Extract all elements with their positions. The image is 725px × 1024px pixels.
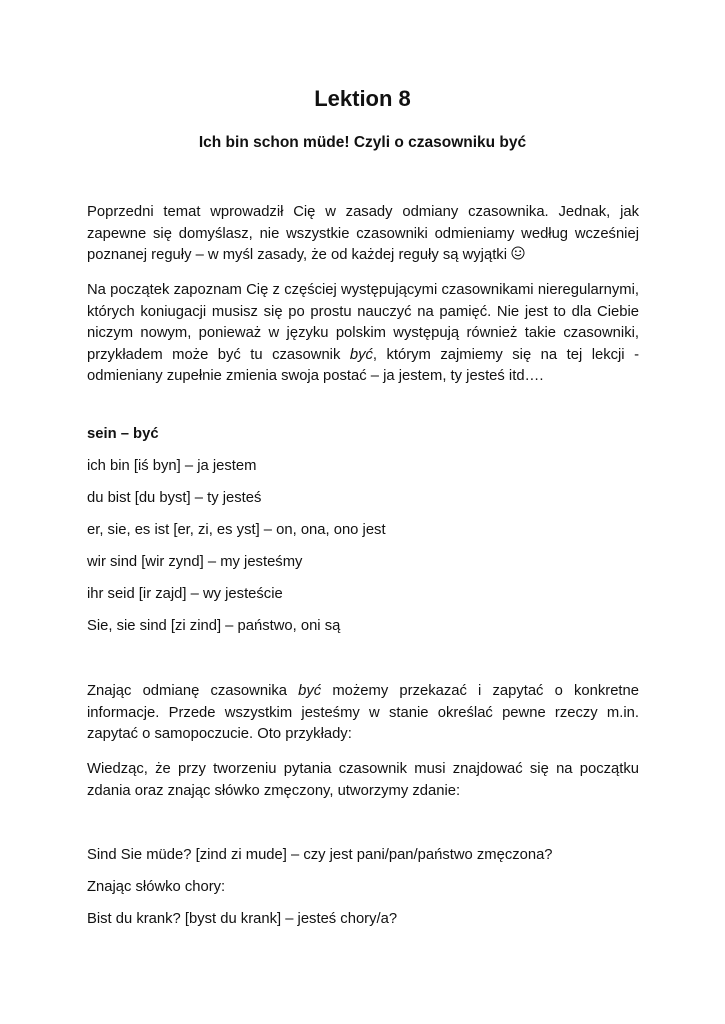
- usage-paragraph-2: [87, 759, 639, 802]
- conjugation-form: ich bin [iś byn] – ja jestem: [87, 458, 257, 474]
- conjugation-heading-block: [87, 424, 639, 446]
- example-1-block: [87, 845, 639, 867]
- usage-paragraph-2-text: Wiedząc, że przy tworzeniu pytania czasownik musi znajdować się na początku zdania oraz znając słówko zmęczony, utworzymy zdanie:: [87, 761, 639, 799]
- lesson-title: Lektion 8: [314, 86, 411, 111]
- conjugation-form: ihr seid [ir zajd] – wy jesteście: [87, 586, 283, 602]
- vocabulary-note: Znając słówko chory:: [87, 879, 226, 895]
- usage-paragraph-1-text-a: Znając odmianę czasownika: [87, 683, 299, 699]
- conjugation-form-2: [87, 488, 639, 510]
- intro-paragraph-2-text-b: , którym zajmiemy się na tej lekcji - odmieniany zupełnie zmienia swoja postać – ja jestem, ty jesteś itd….: [87, 346, 639, 384]
- conjugation-form-3: [87, 520, 639, 542]
- conjugation-form: Sie, sie sind [zi zind] – państwo, oni są: [87, 618, 341, 634]
- note-block: [87, 877, 639, 899]
- example-sentence: Sind Sie müde? [zind zi mude] – czy jest pani/pan/państwo zmęczona?: [87, 847, 553, 863]
- conjugation-form: er, sie, es ist [er, zi, es yst] – on, ona, ono jest: [87, 522, 386, 538]
- emphasis-byc: być: [298, 683, 322, 699]
- usage-paragraph-1-text-b: możemy przekazać i zapytać o konkretne informacje. Przede wszystkim jesteśmy w stanie określać pewne rzeczy m.in. zapytać o samopoczucie. Oto przykłady:: [87, 683, 639, 742]
- smiley-icon: [511, 245, 525, 267]
- conjugation-heading: sein – być: [87, 426, 159, 442]
- conjugation-form-4: [87, 552, 639, 574]
- intro-paragraph-1-text: Poprzedni temat wprowadził Cię w zasady odmiany czasownika. Jednak, jak zapewne się domyślasz, nie wszystkie czasowniki odmieniamy według wcześniej poznanej reguły – w myśl zasady, że od każdej reguły są wyjątki: [87, 204, 639, 263]
- intro-paragraph-2-text-a: Na początek zapoznam Cię z częściej występującymi czasownikami nieregularnymi, których koniugacji musisz się po prostu nauczyć na pamięć. Nie jest to dla Ciebie niczym nowym, ponieważ w języku polskim występują również takie czasowniki, przykładem może być tu czasownik: [87, 282, 639, 363]
- example-2-block: [87, 909, 639, 931]
- conjugation-form-6: [87, 616, 639, 638]
- usage-paragraph-1: [87, 681, 639, 746]
- intro-paragraph-2: [87, 280, 639, 388]
- emphasis-byc: być: [349, 346, 373, 363]
- lesson-subtitle: Ich bin schon müde! Czyli o czasowniku być: [198, 134, 527, 151]
- intro-paragraph-1: [87, 202, 639, 267]
- conjugation-form: wir sind [wir zynd] – my jesteśmy: [87, 554, 303, 570]
- example-sentence: Bist du krank? [byst du krank] – jesteś chory/a?: [87, 911, 398, 927]
- conjugation-form-1: [87, 456, 639, 478]
- conjugation-form-5: [87, 584, 639, 606]
- conjugation-form: du bist [du byst] – ty jesteś: [87, 490, 262, 506]
